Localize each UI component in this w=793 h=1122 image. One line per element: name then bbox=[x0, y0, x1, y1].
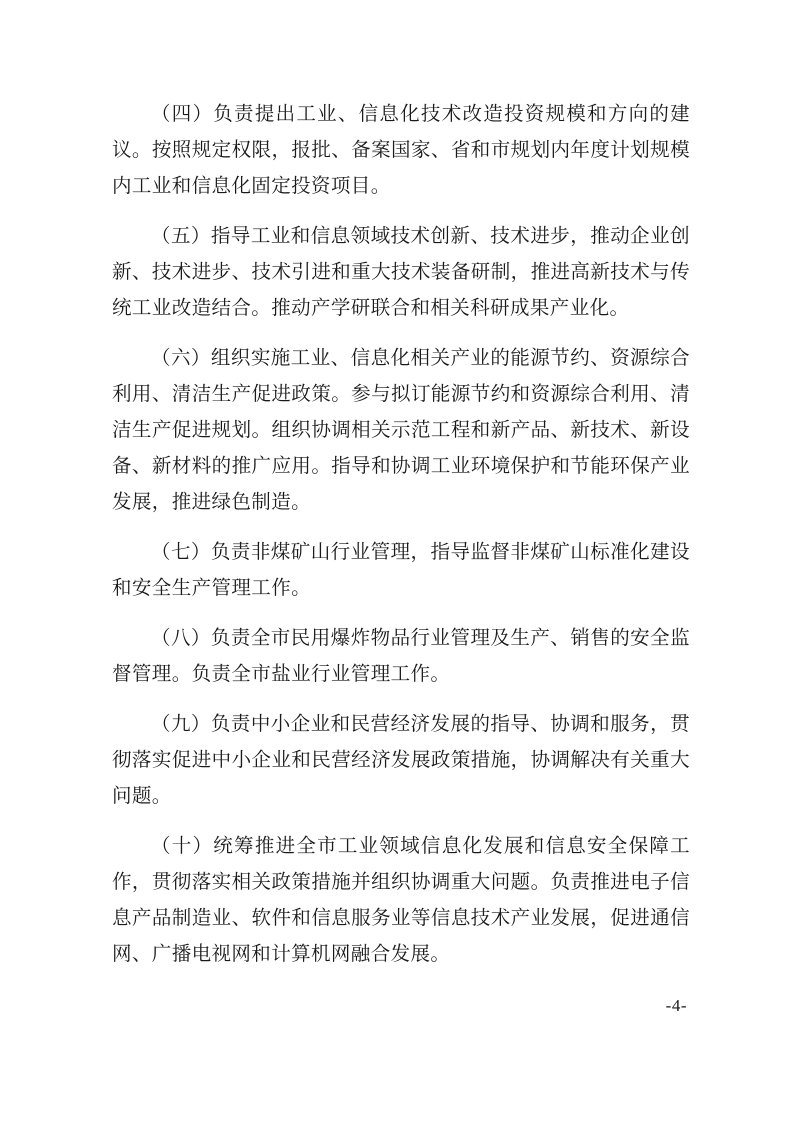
paragraph-item-8: （八）负责全市民用爆炸物品行业管理及生产、销售的安全监督管理。负责全市盐业行业管理工作。 bbox=[112, 626, 690, 685]
paragraph-item-5: （五）指导工业和信息领域技术创新、技术进步，推动企业创新、技术进步、技术引进和重大技术装备研制，推进高新技术与传统工业改造结合。推动产学研联合和相关科研成果产业化。 bbox=[112, 224, 690, 319]
paragraph-item-7: （七）负责非煤矿山行业管理，指导监督非煤矿山标准化建设和安全生产管理工作。 bbox=[112, 540, 690, 599]
paragraph-item-9: （九）负责中小企业和民营经济发展的指导、协调和服务，贯彻落实促进中小企业和民营经济发展政策措施，协调解决有关重大问题。 bbox=[112, 712, 690, 807]
page-number: -4- bbox=[665, 996, 687, 1015]
paragraph-item-6: （六）组织实施工业、信息化相关产业的能源节约、资源综合利用、清洁生产促进政策。参与拟订能源节约和资源综合利用、清洁生产促进规划。组织协调相关示范工程和新产品、新技术、新设备、新材料的推广应用。指导和协调工业环境保护和节能环保产业发展，推进绿色制造。 bbox=[112, 346, 690, 513]
document-body bbox=[112, 96, 690, 986]
paragraph-item-4: （四）负责提出工业、信息化技术改造投资规模和方向的建议。按照规定权限，报批、备案国家、省和市规划内年度计划规模内工业和信息化固定投资项目。 bbox=[112, 102, 690, 197]
paragraph-item-10: （十）统筹推进全市工业领域信息化发展和信息安全保障工作，贯彻落实相关政策措施并组织协调重大问题。负责推进电子信息产品制造业、软件和信息服务业等信息技术产业发展，促进通信网、广播电视网和计算机网融合发展。 bbox=[112, 834, 690, 965]
